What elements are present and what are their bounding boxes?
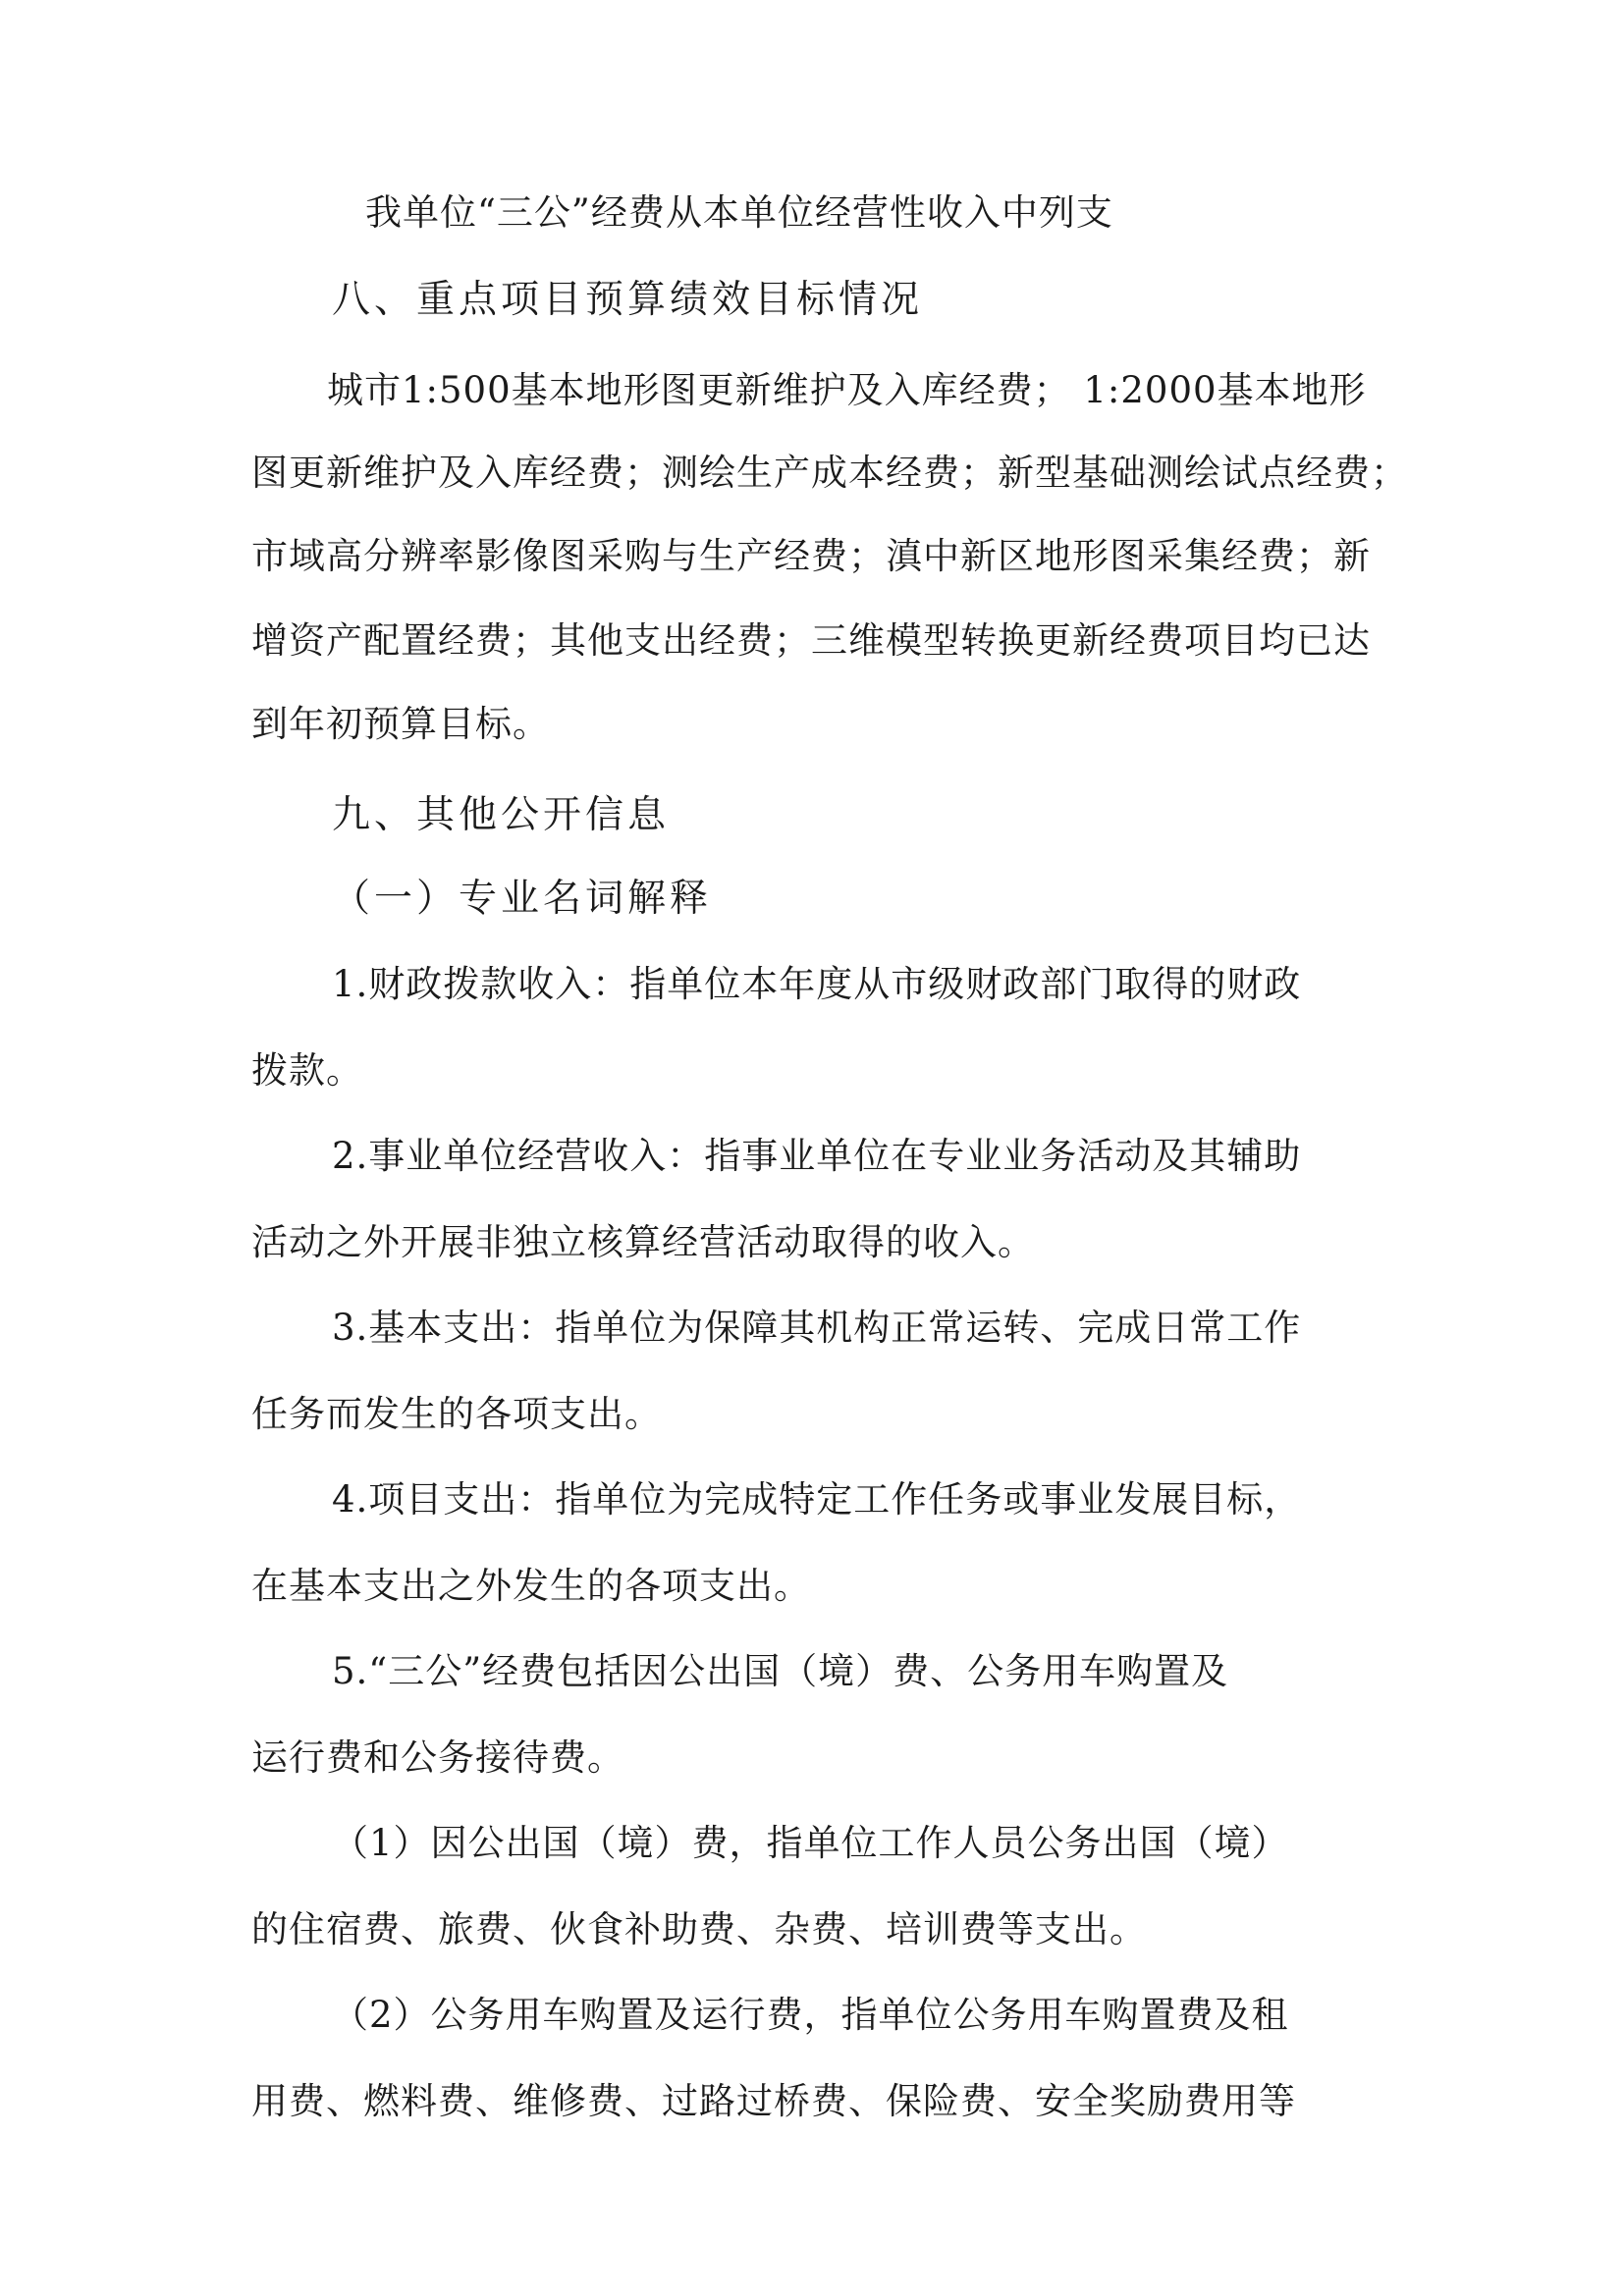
- text-line: 运行费和公务接待费。: [251, 1736, 624, 1779]
- text-line: 到年初预算目标。: [251, 703, 550, 745]
- text-line: 拨款。: [251, 1049, 363, 1092]
- text-line: 2.事业单位经营收入：指事业单位在专业业务活动及其辅助: [332, 1135, 1302, 1177]
- text-line: 活动之外开展非独立核算经营活动取得的收入。: [251, 1221, 1035, 1263]
- section-heading: 九、其他公开信息: [332, 793, 671, 837]
- text-line: 5.“三公”经费包括因公出国（境）费、公务用车购置及: [332, 1650, 1229, 1692]
- text-line: 在基本支出之外发生的各项支出。: [251, 1565, 811, 1607]
- text-line: 增资产配置经费；其他支出经费；三维模型转换更新经费项目均已达: [251, 619, 1371, 662]
- text-line: （2）公务用车购置及运行费，指单位公务用车购置费及租: [332, 1994, 1289, 2036]
- text-line: 3.基本支出：指单位为保障其机构正常运转、完成日常工作: [332, 1307, 1302, 1349]
- section-heading: 八、重点项目预算绩效目标情况: [332, 278, 924, 322]
- text-line: 4.项目支出：指单位为完成特定工作任务或事业发展目标，: [332, 1478, 1302, 1521]
- text-line: 图更新维护及入库经费；测绘生产成本经费；新型基础测绘试点经费；: [251, 452, 1408, 494]
- text-line: 1.财政拨款收入：指单位本年度从市级财政部门取得的财政: [332, 963, 1302, 1005]
- text-line: 我单位“三公”经费从本单位经营性收入中列支: [365, 191, 1113, 234]
- text-line: 城市1:500基本地形图更新维护及入库经费； 1:2000基本地形: [327, 369, 1367, 411]
- text-line: 市域高分辨率影像图采购与生产经费；滇中新区地形图采集经费；新: [251, 535, 1371, 577]
- text-line: 用费、燃料费、维修费、过路过桥费、保险费、安全奖励费用等: [251, 2080, 1296, 2122]
- subsection-heading: （一）专业名词解释: [332, 877, 713, 921]
- text-line: 的住宿费、旅费、伙食补助费、杂费、培训费等支出。: [251, 1908, 1147, 1950]
- text-line: 任务而发生的各项支出。: [251, 1393, 662, 1435]
- text-line: （1）因公出国（境）费，指单位工作人员公务出国（境）: [332, 1822, 1289, 1864]
